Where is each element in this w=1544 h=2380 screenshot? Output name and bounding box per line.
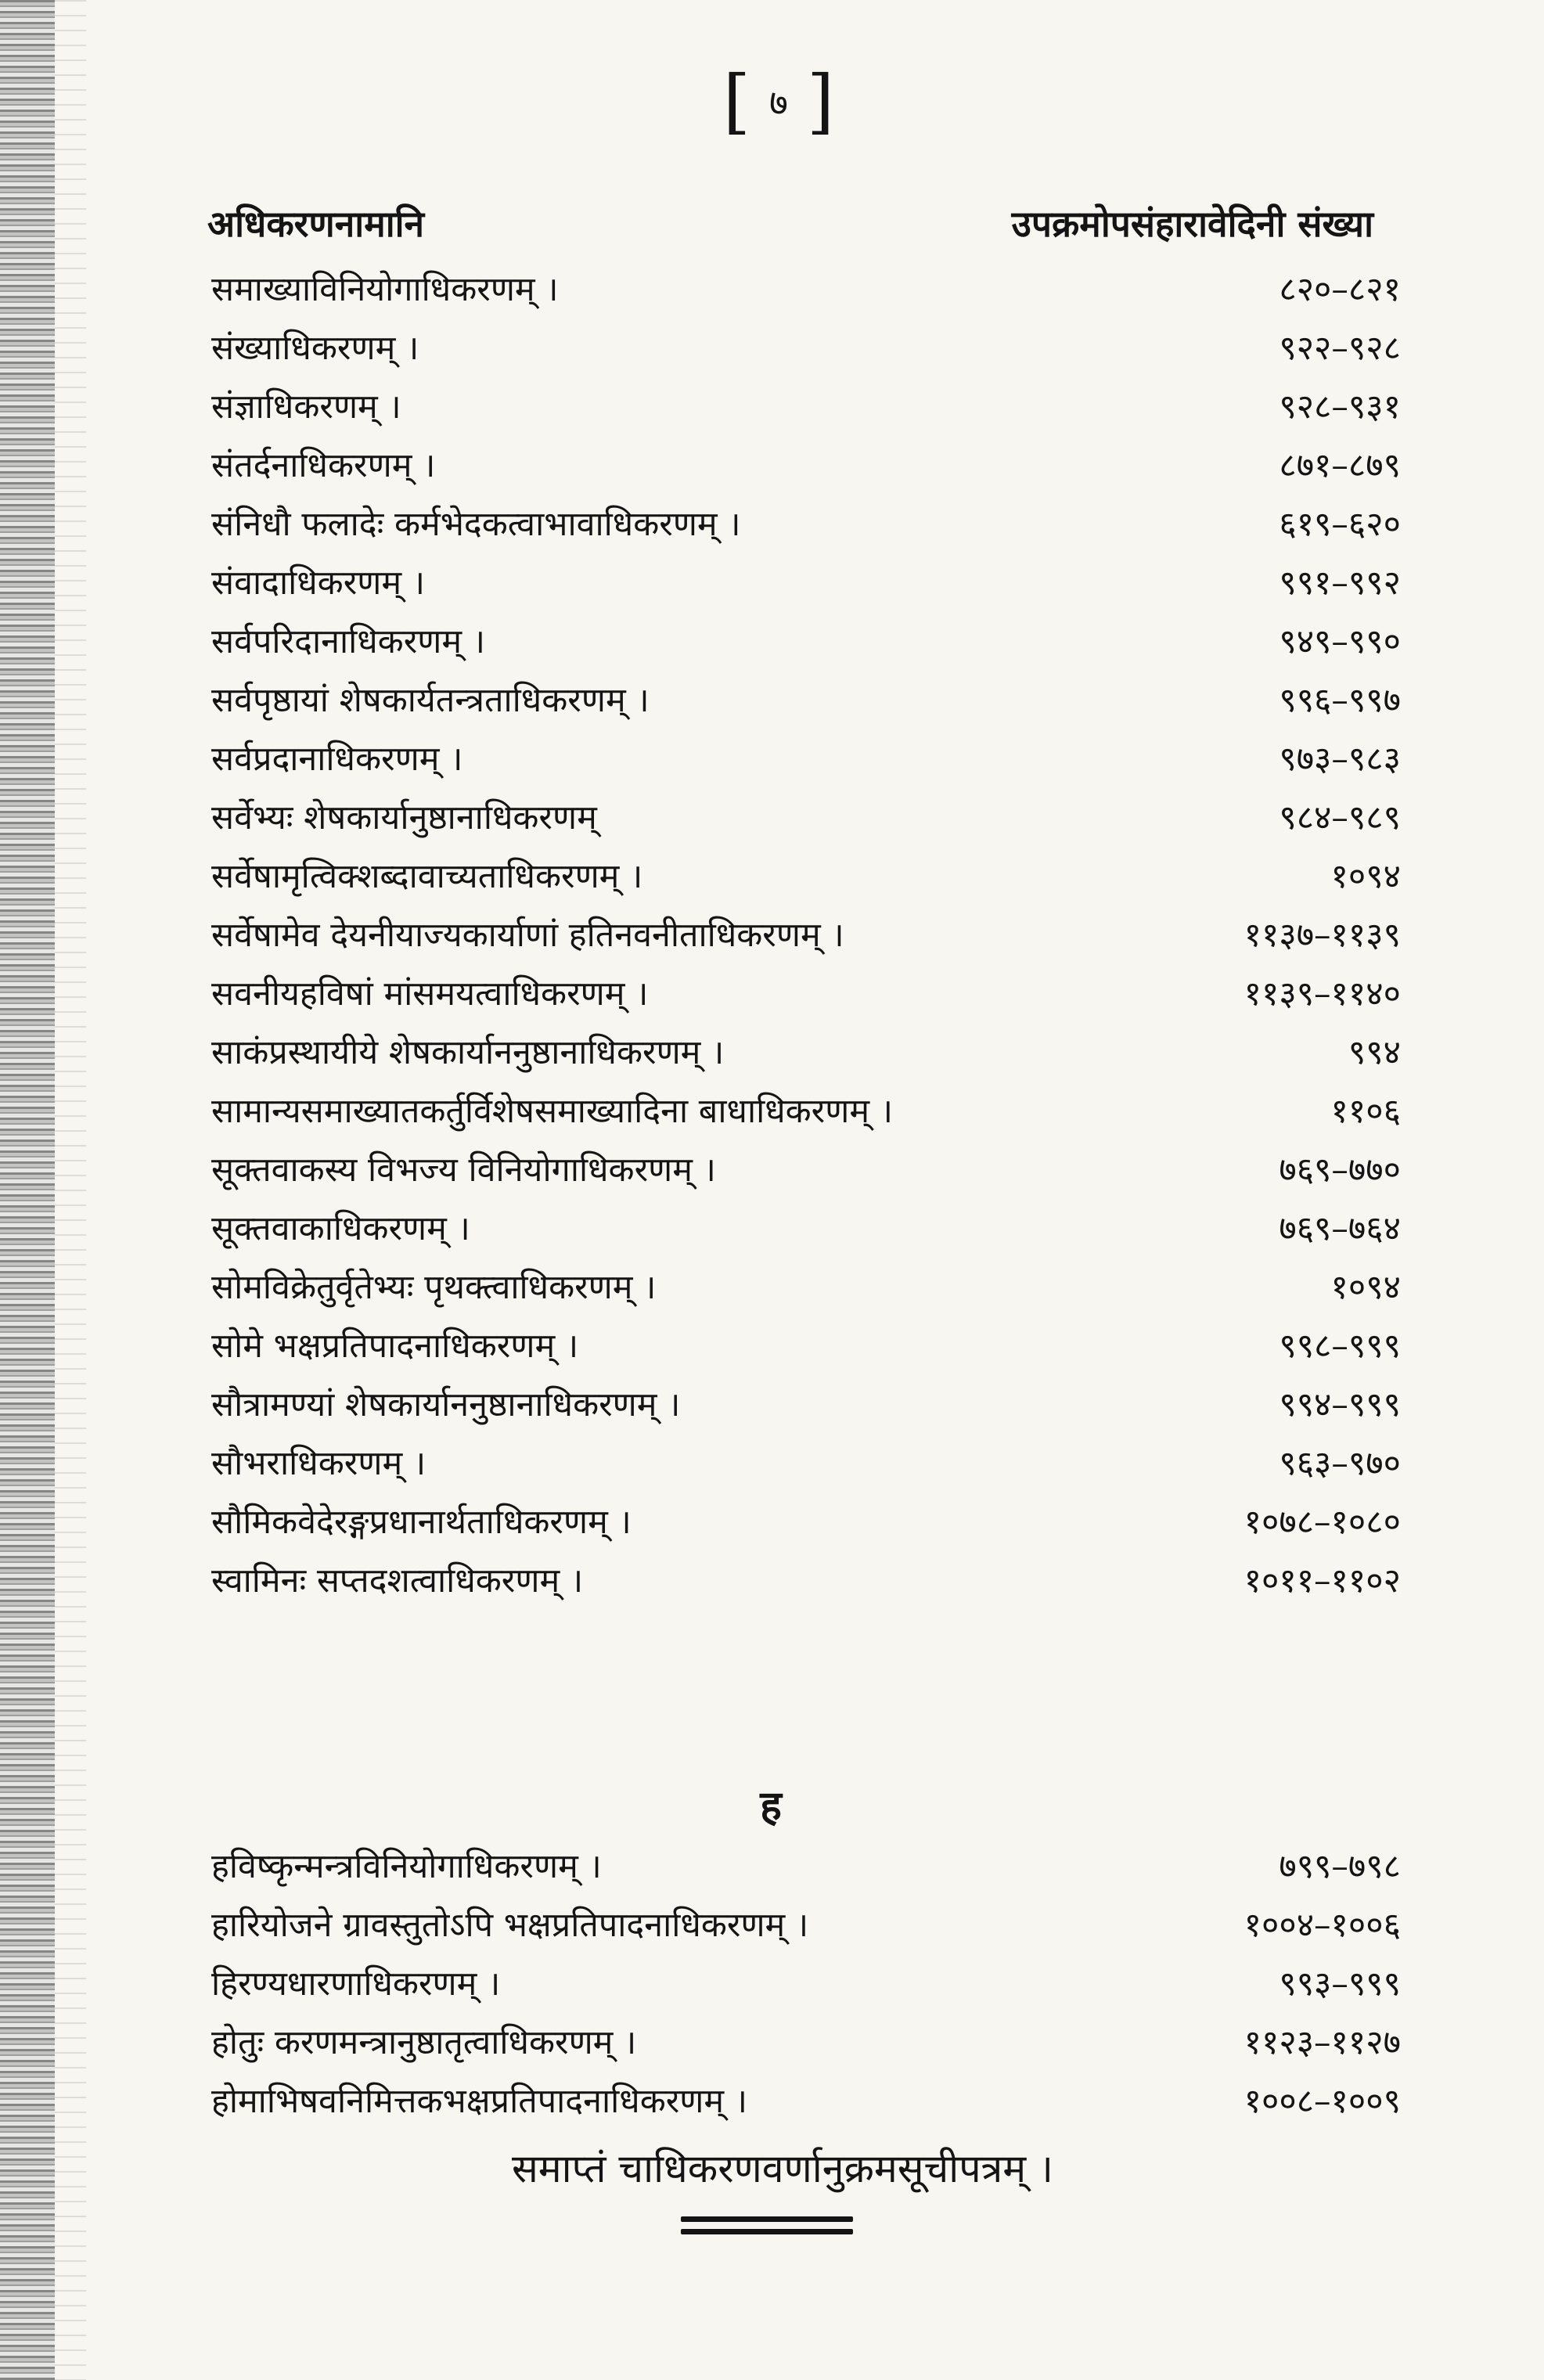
entry-range: ९९८–९९९: [1279, 1327, 1401, 1366]
list-item: [211, 1080, 1401, 1139]
entry-name: सर्वपृष्ठायां शेषकार्यतन्त्रताधिकरणम् ।: [211, 681, 650, 720]
entry-range: ९९६–९९७: [1279, 681, 1401, 720]
entry-name: हारियोजने ग्रावस्तुतोऽपि भक्षप्रतिपादनाधिकरणम् ।: [211, 1906, 809, 1945]
entry-name: होतुः करणमन्त्रानुष्ठातृत्वाधिकरणम् ।: [211, 2023, 637, 2062]
list-item: [211, 669, 1401, 728]
entry-name: सौत्रामण्यां शेषकार्याननुष्ठानाधिकरणम् ।: [211, 1385, 681, 1424]
list-item: [211, 1139, 1401, 1197]
entry-name: सामान्यसमाख्यातकर्तुर्विशेषसमाख्यादिना बाधाधिकरणम् ।: [211, 1092, 894, 1131]
entry-name: सवनीयहविषां मांसमयत्वाधिकरणम् ।: [211, 974, 649, 1014]
entry-range: ११०६: [1330, 1092, 1401, 1131]
list-item: [211, 610, 1401, 669]
entry-name: सौमिकवेदेरङ्गप्रधानार्थताधिकरणम् ।: [211, 1503, 632, 1542]
list-item: [211, 904, 1401, 963]
entry-name: संतर्दनाधिकरणम् ।: [211, 446, 436, 485]
list-item: [211, 963, 1401, 1021]
entry-list: [211, 258, 1401, 1608]
entry-name: सर्वेषामृत्विक्शब्दावाच्यताधिकरणम् ।: [211, 857, 643, 896]
entry-range: ९४९–९९०: [1279, 622, 1401, 661]
entry-name: संनिधौ फलादेः कर्मभेदकत्वाभावाधिकरणम् ।: [211, 505, 741, 544]
list-item: [211, 787, 1401, 845]
entry-range: ११३९–११४०: [1243, 974, 1401, 1014]
entry-name: सौभराधिकरणम् ।: [211, 1444, 426, 1483]
entry-range: ११३७–११३९: [1243, 916, 1401, 955]
list-item: [211, 1550, 1401, 1608]
list-item: [211, 1315, 1401, 1374]
entry-name: संज्ञाधिकरणम् ।: [211, 387, 401, 427]
entry-range: ९८४–९८९: [1279, 798, 1401, 837]
end-rule: [681, 2216, 853, 2240]
column-header: [207, 192, 1373, 254]
entry-range: ७६९–७६४: [1279, 1209, 1401, 1248]
list-item: [211, 1197, 1401, 1256]
list-item: [211, 1374, 1401, 1432]
entry-range: १००४–१००६: [1243, 1906, 1401, 1945]
entry-range: ९९४: [1348, 1033, 1401, 1072]
entry-range: १०७८–१०८०: [1243, 1503, 1401, 1542]
list-item: [211, 845, 1401, 904]
entry-range: ९६३–९७०: [1279, 1444, 1401, 1483]
page-speckle: [55, 0, 86, 2380]
entry-range: ९९३–९९९: [1279, 1964, 1401, 2004]
list-item: [211, 728, 1401, 787]
closing-line: समाप्तं चाधिकरणवर्णानुक्रमसूचीपत्रम् ।: [511, 2146, 1054, 2191]
end-rule-line: [681, 2229, 853, 2234]
list-item: [211, 2070, 1401, 2129]
entry-name: हिरण्यधारणाधिकरणम् ।: [211, 1964, 501, 2004]
header-right: उपक्रमोपसंहारावेदिनी संख्या: [1011, 203, 1373, 245]
end-rule-line: [681, 2216, 853, 2222]
entry-name: सर्वेषामेव देयनीयाज्यकार्याणां हतिनवनीताधिकरणम् ।: [211, 916, 844, 955]
entry-range: ६१९–६२०: [1279, 505, 1401, 544]
entry-name: सर्वेभ्यः शेषकार्यानुष्ठानाधिकरणम्: [211, 798, 597, 837]
list-item: [211, 552, 1401, 610]
list-item: [211, 317, 1401, 376]
entry-name: स्वामिनः सप्तदशत्वाधिकरणम् ।: [211, 1561, 584, 1600]
entry-range: ९२२–९२८: [1279, 329, 1401, 368]
entry-name: संख्याधिकरणम् ।: [211, 329, 419, 368]
entry-range: १०११–११०२: [1243, 1561, 1401, 1600]
entry-name: समाख्याविनियोगाधिकरणम् ।: [211, 270, 559, 309]
entry-name: सोमे भक्षप्रतिपादनाधिकरणम् ।: [211, 1327, 579, 1366]
entry-range: १०९४: [1330, 857, 1401, 896]
right-bracket: ]: [806, 60, 835, 142]
list-item: [211, 2011, 1401, 2070]
list-item: [211, 493, 1401, 552]
header-left: अधिकरणनामानि: [207, 203, 425, 245]
list-item: [211, 376, 1401, 434]
entry-name: साकंप्रस्थायीये शेषकार्याननुष्ठानाधिकरणम् ।: [211, 1033, 725, 1072]
entry-range: ८२०–८२१: [1279, 270, 1401, 309]
entry-name: सर्वपरिदानाधिकरणम् ।: [211, 622, 486, 661]
list-item: [211, 1894, 1401, 1953]
page-number: [708, 60, 849, 142]
entry-name: सर्वप्रदानाधिकरणम् ।: [211, 740, 463, 779]
list-item: [211, 1256, 1401, 1315]
entry-range: ९९४–९९९: [1279, 1385, 1401, 1424]
entry-range: ८७१–८७९: [1279, 446, 1401, 485]
list-item: [211, 1953, 1401, 2011]
entry-range: १००८–१००९: [1243, 2082, 1401, 2121]
entry-range: ९७३–९८३: [1279, 740, 1401, 779]
list-item: [211, 1021, 1401, 1080]
entry-name: सूक्तवाकाधिकरणम् ।: [211, 1209, 470, 1248]
entry-name: सोमविक्रेतुर्वृतेभ्यः पृथक्त्वाधिकरणम् ।: [211, 1268, 657, 1307]
list-item: [211, 1432, 1401, 1491]
list-item: [211, 258, 1401, 317]
section-letter: ह: [760, 1783, 782, 1830]
entry-range: ९२८–९३१: [1279, 387, 1401, 427]
entry-name: होमाभिषवनिमित्तकभक्षप्रतिपादनाधिकरणम् ।: [211, 2082, 748, 2121]
entry-range: ९९१–९९२: [1279, 563, 1401, 603]
page-binding-edge: [0, 0, 55, 2380]
entry-range: ७६९–७७०: [1279, 1150, 1401, 1190]
list-item: [211, 434, 1401, 493]
list-item: [211, 1491, 1401, 1550]
entry-range: १०९४: [1330, 1268, 1401, 1307]
list-item: [211, 1835, 1401, 1894]
entry-name: सूक्तवाकस्य विभज्य विनियोगाधिकरणम् ।: [211, 1150, 716, 1190]
page-number-value: ७: [769, 81, 788, 124]
entry-list-ha: [211, 1835, 1401, 2129]
left-bracket: [: [722, 60, 751, 142]
entry-name: हविष्कृन्मन्त्रविनियोगाधिकरणम् ।: [211, 1847, 602, 1886]
entry-range: ७९९–७९८: [1279, 1847, 1401, 1886]
entry-range: ११२३–११२७: [1243, 2023, 1401, 2062]
entry-name: संवादाधिकरणम् ।: [211, 563, 426, 603]
